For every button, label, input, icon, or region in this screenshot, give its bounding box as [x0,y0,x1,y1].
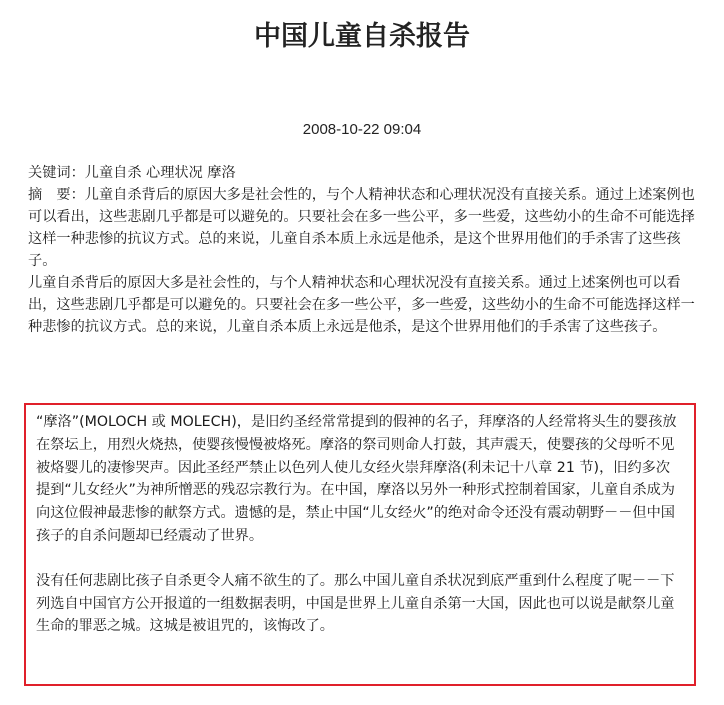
highlighted-passage [24,403,696,686]
article-title: 中国儿童自杀报告 [254,21,470,52]
abstract-paragraph: 摘 要：儿童自杀背后的原因大多是社会性的，与个人精神状态和心理状况没有直接关系。通过上述案例也可以看出，这些悲剧几乎都是可以避免的。只要社会在多一些公平，多一些爱，这些幼小的生命不可能选择这样一种悲惨的抗议方式。总的来说，儿童自杀本质上永远是他杀，是这个世界用他们的手杀害了这些孩子。 [28,187,695,269]
body-paragraph: 儿童自杀背后的原因大多是社会性的，与个人精神状态和心理状况没有直接关系。通过上述案例也可以看出，这些悲剧几乎都是可以避免的。只要社会在多一些公平，多一些爱，这些幼小的生命不可能选择这样一种悲惨的抗议方式。总的来说，儿童自杀本质上永远是他杀，是这个世界用他们的手杀害了这些孩子。 [28,275,695,335]
keywords-line: 关键词：儿童自杀 心理状况 摩洛 [28,165,236,181]
publish-date: 2008-10-22 09:04 [302,121,422,138]
tragedy-paragraph: 没有任何悲剧比孩子自杀更令人痛不欲生的了。那么中国儿童自杀状况到底严重到什么程度了呢－－下列选自中国官方公开报道的一组数据表明，中国是世界上儿童自杀第一大国，因此也可以说是献祭儿童生命的罪恶之城。这城是被诅咒的，该悔改了。 [36,572,675,635]
article-intro [28,162,700,338]
moloch-paragraph: “摩洛”(MOLOCH 或 MOLECH)，是旧约圣经常常提到的假神的名子，拜摩洛的人经常将头生的婴孩放在祭坛上，用烈火烧热，使婴孩慢慢被烙死。摩洛的祭司则命人打鼓，其声震天，使婴孩的父母听不见被烙婴儿的凄惨哭声。因此圣经严禁止以色列人使儿女经火崇拜摩洛(利未记十八章 21 节)，旧约多次提到“儿女经火”为神所憎恶的残忍宗教行为。在中国，摩洛以另外一种形式控制着国家，儿童自杀成为向这位假神最悲惨的献祭方式。遗憾的是，禁止中国“儿女经火”的绝对命令还没有震动朝野－－但中国孩子的自杀问题却已经震动了世界。 [36,414,677,544]
